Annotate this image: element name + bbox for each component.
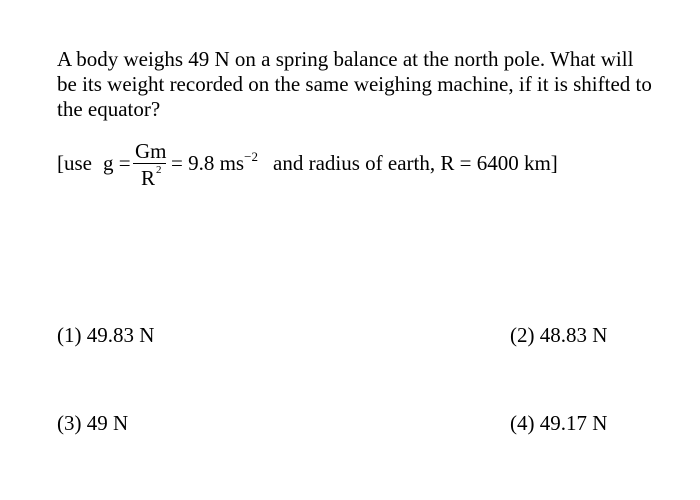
hint-open: [use [57,151,92,175]
formula-hint [57,139,677,195]
value-exponent: −2 [244,149,258,164]
hint-value [171,151,258,176]
option-3: (3) 49 N [57,411,129,435]
hint-rest: and radius of earth, R = 6400 km] [273,151,558,175]
fraction-numerator: Gm [135,139,167,163]
fraction-denominator: R [141,166,156,190]
hint-value-text: = 9.8 ms [171,151,245,175]
hint-g-equals: g = [103,151,131,175]
option-4: (4) 49.17 N [510,411,608,435]
denominator-exponent: 2 [156,164,162,176]
option-2: (2) 48.83 N [510,323,608,347]
question-text: A body weighs 49 N on a spring balance at the north pole. What will be its weight recorded on the same weighing machine, if it is shifted to the equator? [57,47,652,121]
option-1: (1) 49.83 N [57,323,155,347]
